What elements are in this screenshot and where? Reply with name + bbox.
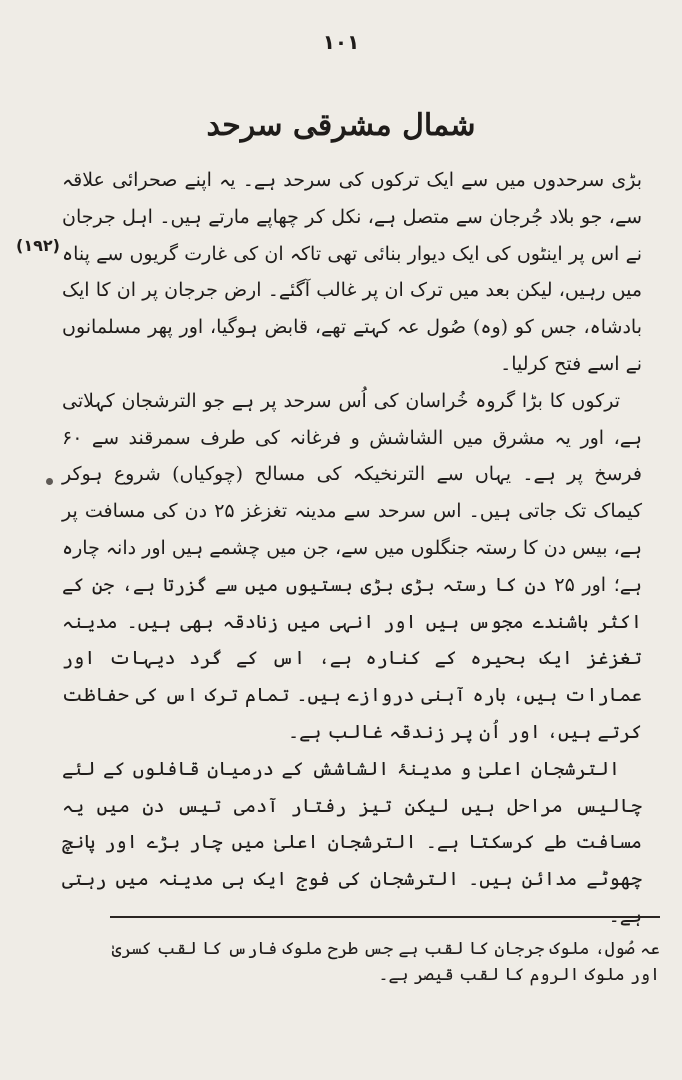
- body-text: [62, 162, 642, 935]
- paragraph: الترشجان اعلیٰ و مدینۂ الشاشش کے درمیان قافلوں کے لئے چالیس مراحل ہیں لیکن تیز رفتار آدمی تیس دن میں یہ مسافت طے کرسکتا ہے۔ الترشجان اعلیٰ میں چار بڑے اور پانچ چھوٹے مدائن ہیں۔ الترشجان کی فوج ایک ہی مدینہ میں رہتی ہے۔: [62, 757, 642, 927]
- footnote-divider: [110, 916, 660, 918]
- footnote: عہ صُول، ملوک جرجان کا لقب ہے جس طرح ملوک فارس کا لقب کسریٰ اور ملوک الروم کا لقب قیصر ہے۔: [111, 939, 660, 985]
- paragraph: بڑی سرحدوں میں سے ایک ترکوں کی سرحد ہے۔ یہ اپنے صحرائی علاقہ سے، جو بلاد جُرجان سے متصل ہے، نکل کر چھاپے مارتے ہیں۔ اہل جرجان نے اس پر اینٹوں کی ایک دیوار بنائی تھی تاکہ ان کی غارت گریوں سے پناہ میں رہیں، لیکن بعد میں ترک ان پر غالب آگئے۔ ارض جرجان پر ان کا ایک بادشاہ، جس کو (وہ) صُول عہ کہتے تھے، قابض ہوگیا، اور پھر مسلمانوں نے اسے فتح کرلیا۔: [62, 169, 642, 375]
- chapter-title: شمال مشرقی سرحد: [206, 108, 476, 143]
- scan-mark: [46, 478, 53, 485]
- paragraph: ترکوں کا بڑا گروہ خُراسان کی اُس سرحد پر ہے جو الترشجان کہلاتی ہے، اور یہ مشرق میں الشاشش و فرغانہ کی طرف سمرقند سے ۶۰ فرسخ پر ہے۔ یہاں سے الترنخیکہ کی مسالح (چوکیاں) شروع ہوکر کیماک تک جاتی ہیں۔ اس سرحد سے مدینہ تغزغز ۲۵ دن کی مسافت پر ہے، بیس دن کا رستہ جنگلوں میں سے، جن میں چشمے ہیں اور دانہ چارہ ہے؛ اور ۲۵ دن کا رستہ بڑی بڑی بستیوں میں سے گزرتا ہے، جن کے اکثر باشندے مجوس ہیں اور انہی میں زنادقہ بھی ہیں۔ مدینہ تغزغز ایک بحیرہ کے کنارہ ہے، اس کے گرد دیہات اور عمارات ہیں، بارہ آہنی دروازے ہیں۔ تمام ترک اس کی حفاظت کرتے ہیں، اور اُن پر زندقہ غالب ہے۔: [62, 389, 642, 743]
- margin-reference-number: (۱۹۲): [16, 236, 60, 255]
- page-number: ۱۰۱: [322, 30, 360, 54]
